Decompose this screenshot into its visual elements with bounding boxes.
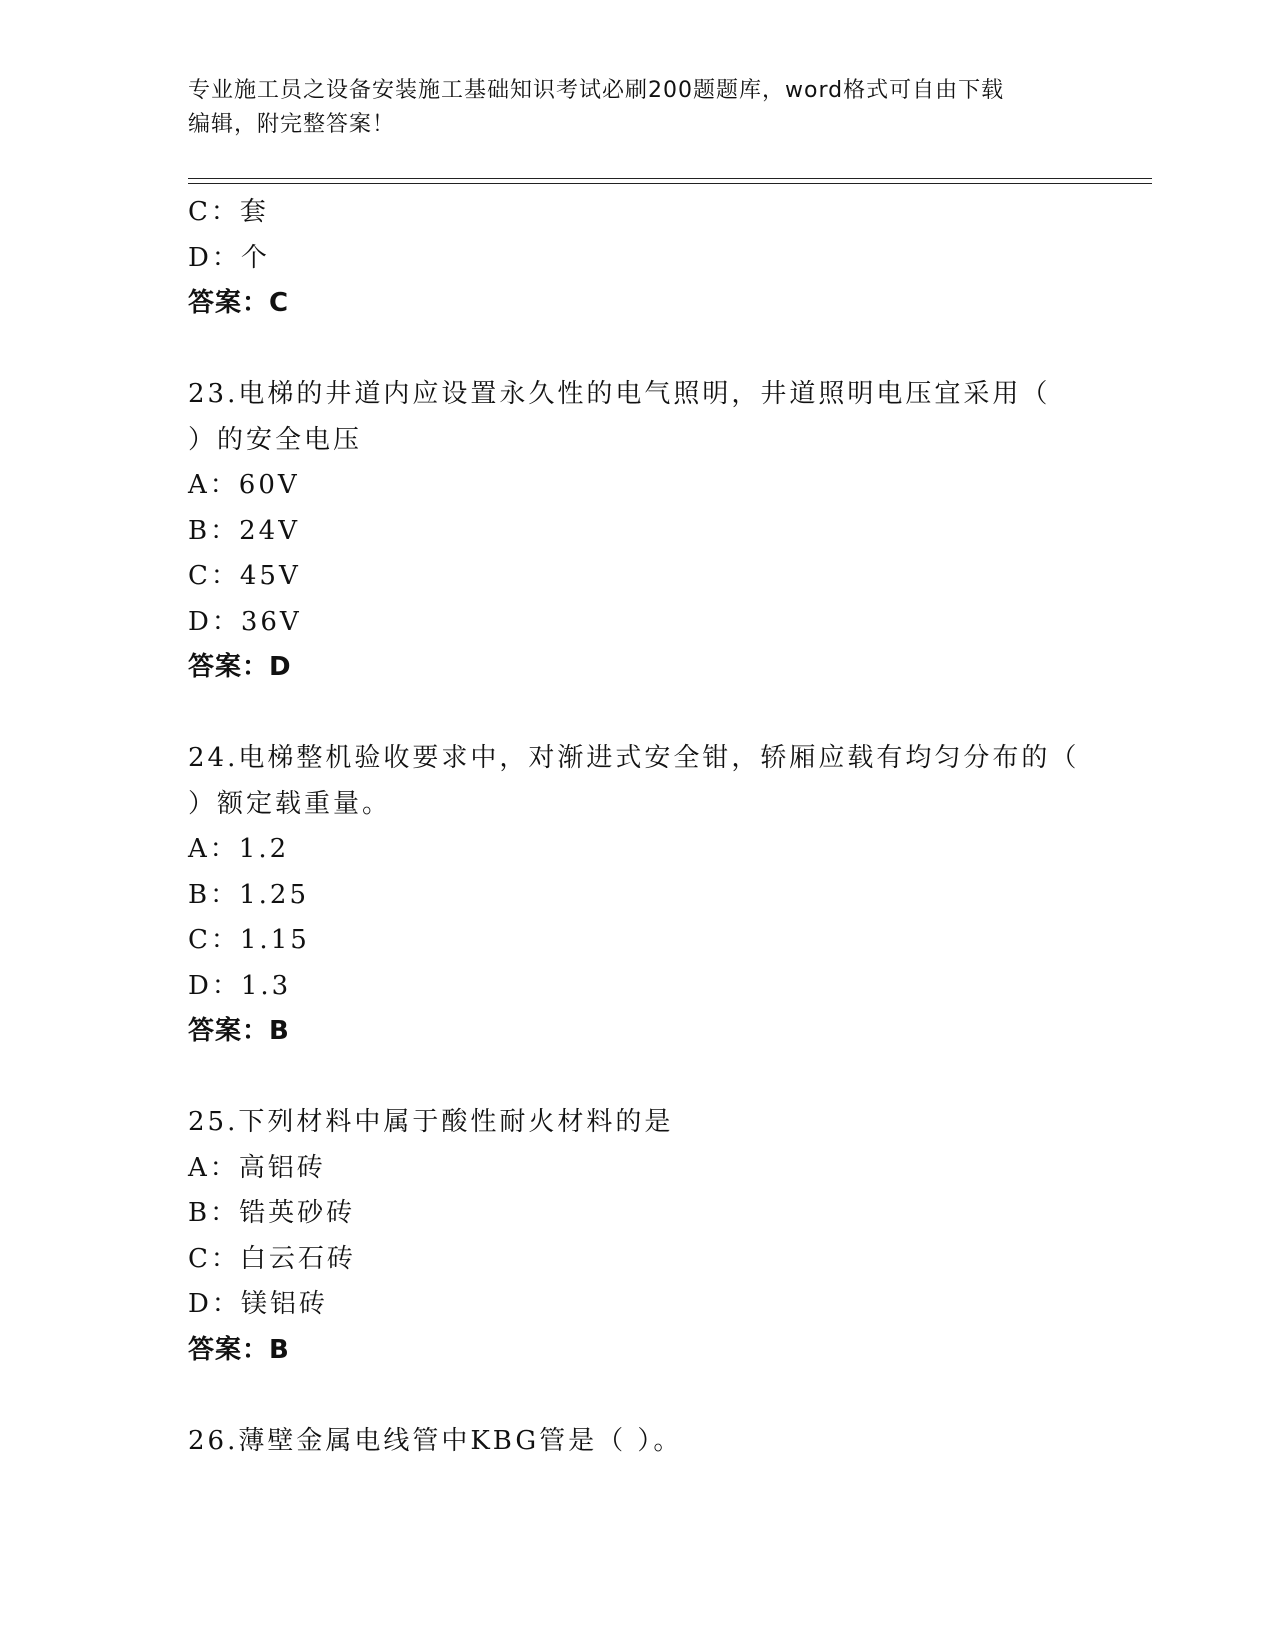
page-header (188, 74, 1088, 142)
option-c: C：白云石砖 (188, 1243, 356, 1274)
header-divider (188, 178, 1152, 184)
option-b: B：锆英砂砖 (188, 1198, 356, 1228)
header-title-line-1: 专业施工员之设备安装施工基础知识考试必刷200题题库，word格式可自由下载 (188, 78, 1005, 103)
spacer (188, 327, 1108, 373)
answer-label: 答案：B (188, 1016, 290, 1046)
option-c: C：1.15 (188, 925, 310, 955)
option-d: D：1.3 (188, 970, 292, 1001)
question-24 (188, 736, 1108, 1055)
answer-label: 答案：D (188, 652, 292, 682)
question-23 (188, 372, 1108, 691)
option-b: B：24V (188, 515, 300, 546)
question-stem: 26.薄壁金属电线管中KBG管是（ ）。 (188, 1425, 683, 1456)
question-stem-line-2: ）额定载重量。 (188, 788, 392, 819)
question-list (188, 190, 1108, 1464)
answer-label: 答案：B (188, 1334, 290, 1365)
spacer (188, 1055, 1108, 1101)
question-stem-line-1: 23.电梯的井道内应设置永久性的电气照明，井道照明电压宜采用（ (188, 379, 1051, 409)
option-b: B：1.25 (188, 879, 309, 910)
option-c: C：45V (188, 561, 301, 591)
spacer (188, 1373, 1108, 1419)
option-d: D：镁铝砖 (188, 1289, 328, 1319)
header-title-line-2: 编辑，附完整答案！ (188, 112, 396, 137)
answer-label: 答案：C (188, 288, 290, 318)
question-26 (188, 1419, 1108, 1465)
option-c: C：套 (188, 197, 269, 227)
option-d: D：个 (188, 242, 270, 273)
question-25 (188, 1100, 1108, 1373)
question-22-continued (188, 190, 1108, 327)
question-stem-line-2: ）的安全电压 (188, 424, 363, 455)
question-stem: 25.下列材料中属于酸性耐火材料的是 (188, 1107, 674, 1137)
spacer (188, 691, 1108, 737)
question-stem-line-1: 24.电梯整机验收要求中，对渐进式安全钳，轿厢应载有均匀分布的（ (188, 743, 1080, 773)
option-d: D：36V (188, 606, 302, 637)
option-a: A：60V (188, 470, 300, 500)
option-a: A：高铝砖 (188, 1152, 326, 1183)
option-a: A：1.2 (188, 834, 290, 864)
